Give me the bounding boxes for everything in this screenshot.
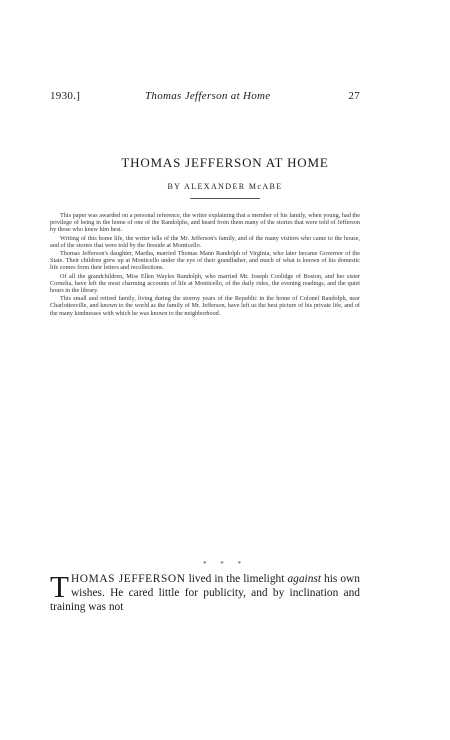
intro-paragraph: Writing of this home life, the writer tells of the Mr. Jefferson's family, and of the many visitors who came to the house, and of the stories that were told by the fireside at Monticello. [50,234,360,249]
intro-paragraph: Thomas Jefferson's daughter, Martha, married Thomas Mann Randolph of Virginia, who later became Governor of the State. Their children grew up at Monticello under the eye of their grandfather, and much of what is known of his domestic life comes from their letters and recollections. [50,250,360,272]
opening-text-1: lived in the limelight [185,573,288,585]
intro-block [50,212,360,318]
opening-paragraph [50,569,360,614]
article-byline: BY ALEXANDER McABE [167,182,283,191]
article-title: THOMAS JEFFERSON AT HOME [121,155,329,170]
title-rule [190,198,260,199]
drop-cap: T [50,569,69,604]
page-date: 1930.] [50,90,81,102]
section-asterism: * * * [203,560,247,568]
intro-paragraph: This small and retired family, living during the stormy years of the Republic in the home of Colonel Randolph, near Charlottesville, and known to the world as the family of Mr. Jefferson, have left us the best picture of his private life, and of the many kindnesses with which he was known to the neighborhood. [50,295,360,317]
opening-text-2: his own wishes. He cared little for publicity, and by inclination and training was not [50,573,360,613]
opening-smallcaps: HOMAS JEFFERSON [70,573,186,585]
intro-paragraph: This paper was awarded on a personal reference, the writer explaining that a member of his family, when young, had the privilege of being in the home of one of the Randolphs, and heard from them many of the stories that were told of Jefferson by those who knew him best. [50,212,360,234]
opening-emphasis: against [287,573,321,585]
running-title: Thomas Jefferson at Home [145,90,271,102]
running-head [50,90,360,106]
intro-paragraph: Of all the grandchildren, Miss Ellen Wayles Randolph, who married Mr. Joseph Coolidge of Boston, and her sister Cornelia, have left the most charming accounts of life at Monticello, of the daily rides, the evening readings, and the quiet hours in the library. [50,272,360,295]
page-number: 27 [348,90,360,102]
